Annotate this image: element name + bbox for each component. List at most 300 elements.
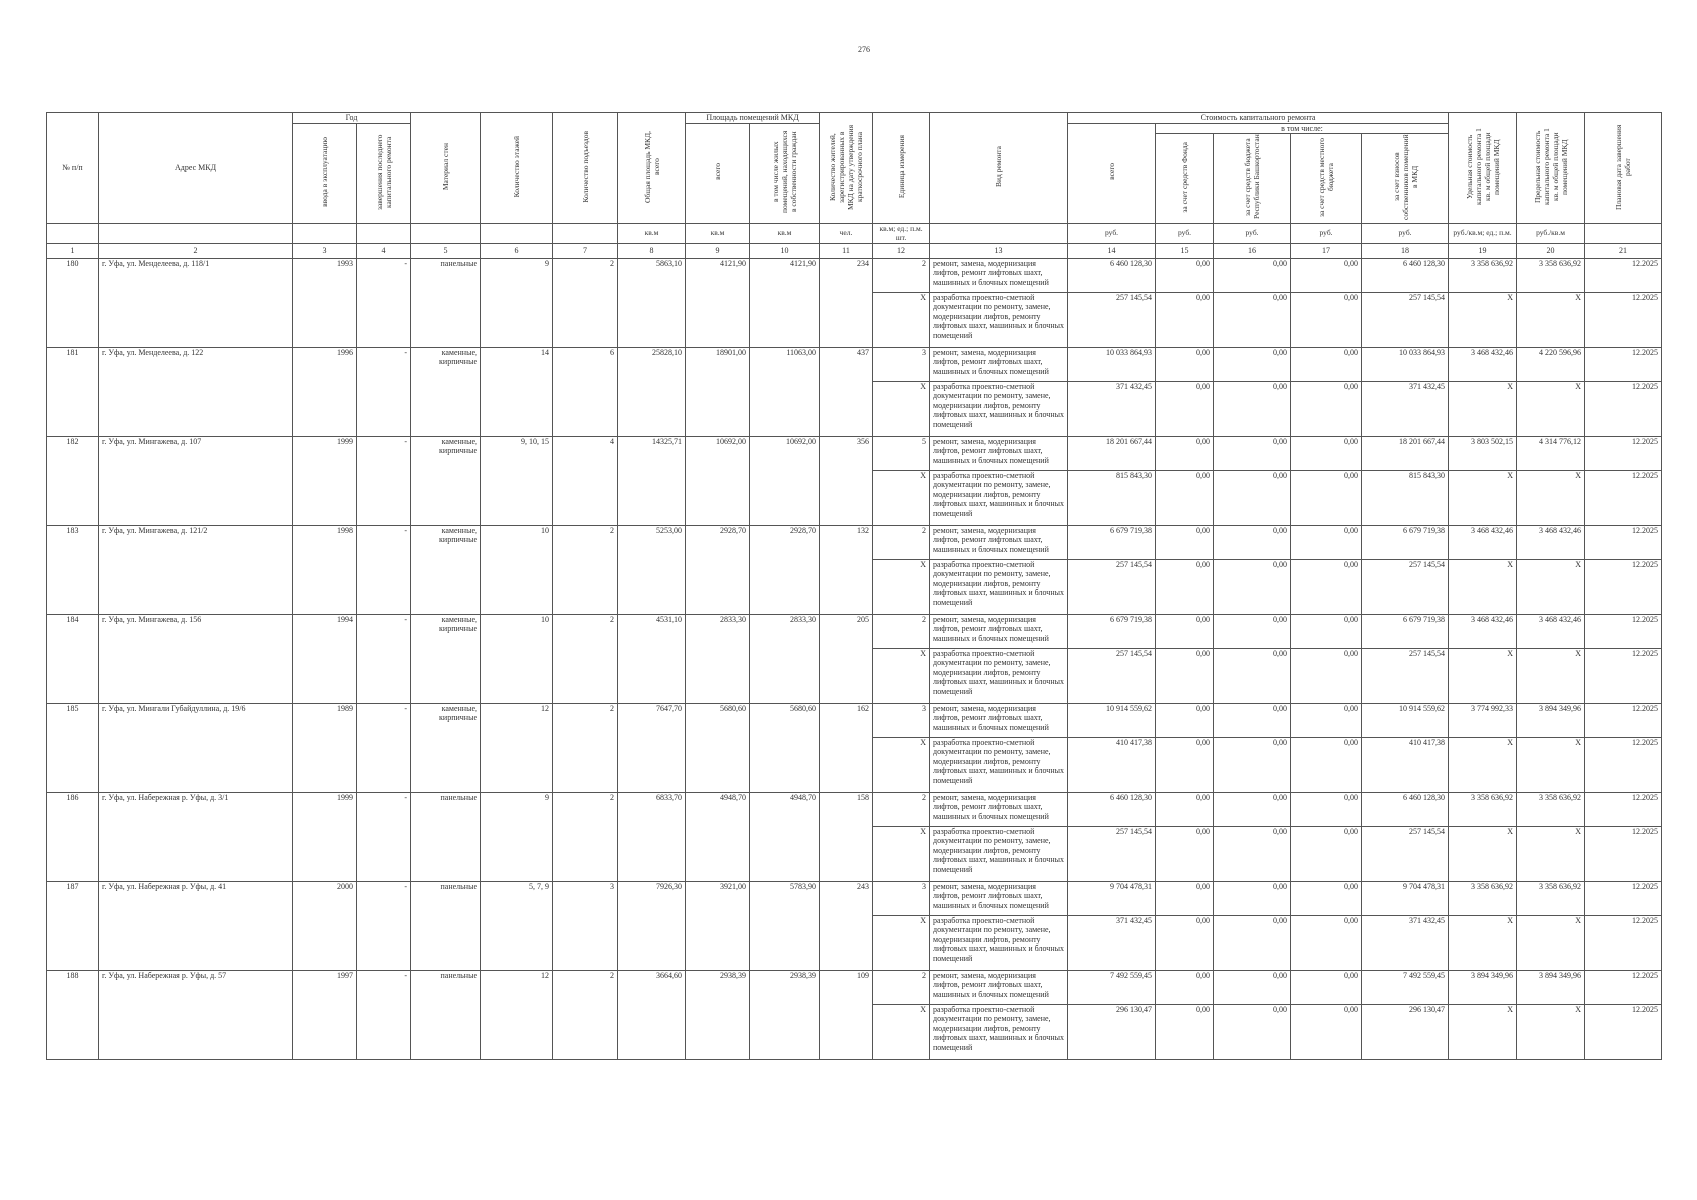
row-residents: 109 <box>820 970 873 1059</box>
max-cost: X <box>1517 381 1585 436</box>
row-area-citizens: 2938,39 <box>750 970 820 1059</box>
unit-cell <box>357 223 411 243</box>
max-cost: X <box>1517 826 1585 881</box>
cost-republic: 0,00 <box>1214 915 1291 970</box>
row-area-all: 5680,60 <box>686 703 750 792</box>
row-year: 1993 <box>293 258 357 347</box>
specific-cost: 3 358 636,92 <box>1449 881 1517 915</box>
cost-local: 0,00 <box>1291 970 1362 1004</box>
plan-date: 12.2025 <box>1585 915 1662 970</box>
column-number-cell: 2 <box>99 243 293 258</box>
unit-cell <box>930 223 1068 243</box>
specific-cost: 3 468 432,46 <box>1449 525 1517 559</box>
cost-total: 257 145,54 <box>1068 826 1156 881</box>
cost-fund: 0,00 <box>1156 559 1214 614</box>
column-number-cell: 15 <box>1156 243 1214 258</box>
capital-repair-table <box>46 112 1662 1060</box>
cost-owners: 815 843,30 <box>1362 470 1449 525</box>
work-unit: 2 <box>873 970 930 1004</box>
row-area-citizens: 2833,30 <box>750 614 820 703</box>
row-floors: 12 <box>481 970 553 1059</box>
unit-cell <box>411 223 481 243</box>
plan-date: 12.2025 <box>1585 703 1662 737</box>
row-number: 186 <box>47 792 99 881</box>
plan-date: 12.2025 <box>1585 826 1662 881</box>
unit-cell: руб./кв.м <box>1517 223 1585 243</box>
cost-republic: 0,00 <box>1214 559 1291 614</box>
row-material: каменные, кирпичные <box>411 347 481 436</box>
cost-fund: 0,00 <box>1156 792 1214 826</box>
row-floors: 14 <box>481 347 553 436</box>
cost-total: 6 679 719,38 <box>1068 614 1156 648</box>
row-last-repair: - <box>357 792 411 881</box>
row-entrances: 2 <box>553 614 618 703</box>
row-material: панельные <box>411 792 481 881</box>
cost-local: 0,00 <box>1291 648 1362 703</box>
cost-owners: 257 145,54 <box>1362 559 1449 614</box>
row-area-all: 4948,70 <box>686 792 750 881</box>
row-last-repair: - <box>357 258 411 347</box>
specific-cost: X <box>1449 648 1517 703</box>
row-last-repair: - <box>357 614 411 703</box>
header-max-cost: Предельная стоимость капитального ремонта 1 кв. м общей площади помещений МКД <box>1517 113 1585 224</box>
unit-cell: руб. <box>1068 223 1156 243</box>
cost-republic: 0,00 <box>1214 881 1291 915</box>
max-cost: X <box>1517 737 1585 792</box>
work-unit: X <box>873 648 930 703</box>
cost-local: 0,00 <box>1291 436 1362 470</box>
row-residents: 158 <box>820 792 873 881</box>
cost-fund: 0,00 <box>1156 826 1214 881</box>
max-cost: 3 358 636,92 <box>1517 881 1585 915</box>
work-unit: X <box>873 292 930 347</box>
cost-total: 7 492 559,45 <box>1068 970 1156 1004</box>
plan-date: 12.2025 <box>1585 470 1662 525</box>
unit-cell: руб. <box>1291 223 1362 243</box>
row-last-repair: - <box>357 347 411 436</box>
column-number-cell: 19 <box>1449 243 1517 258</box>
cost-republic: 0,00 <box>1214 436 1291 470</box>
max-cost: 3 358 636,92 <box>1517 258 1585 292</box>
cost-owners: 371 432,45 <box>1362 381 1449 436</box>
table-row <box>47 436 1662 470</box>
cost-local: 0,00 <box>1291 1004 1362 1059</box>
row-floors: 5, 7, 9 <box>481 881 553 970</box>
specific-cost: X <box>1449 1004 1517 1059</box>
cost-owners: 371 432,45 <box>1362 915 1449 970</box>
work-unit: 2 <box>873 525 930 559</box>
row-address: г. Уфа, ул. Менделеева, д. 122 <box>99 347 293 436</box>
row-year: 1996 <box>293 347 357 436</box>
row-total-area: 3664,60 <box>618 970 686 1059</box>
plan-date: 12.2025 <box>1585 737 1662 792</box>
work-unit: X <box>873 737 930 792</box>
table-row <box>47 258 1662 292</box>
row-entrances: 2 <box>553 525 618 614</box>
cost-local: 0,00 <box>1291 737 1362 792</box>
row-address: г. Уфа, ул. Мингажева, д. 156 <box>99 614 293 703</box>
work-unit: 2 <box>873 258 930 292</box>
header-plan-date: Плановая дата завершения работ <box>1585 113 1662 224</box>
column-number-cell: 11 <box>820 243 873 258</box>
cost-total: 371 432,45 <box>1068 915 1156 970</box>
row-area-all: 2938,39 <box>686 970 750 1059</box>
row-year: 1999 <box>293 436 357 525</box>
row-number: 185 <box>47 703 99 792</box>
row-year: 1999 <box>293 792 357 881</box>
row-address: г. Уфа, ул. Мингажева, д. 121/2 <box>99 525 293 614</box>
row-material: каменные, кирпичные <box>411 614 481 703</box>
max-cost: X <box>1517 1004 1585 1059</box>
cost-fund: 0,00 <box>1156 436 1214 470</box>
header-year-last-repair: завершения последнего капитального ремонта <box>357 123 411 223</box>
cost-local: 0,00 <box>1291 292 1362 347</box>
column-number-cell: 17 <box>1291 243 1362 258</box>
row-residents: 356 <box>820 436 873 525</box>
row-area-all: 18901,00 <box>686 347 750 436</box>
header-including: в том числе: <box>1156 123 1449 134</box>
cost-local: 0,00 <box>1291 826 1362 881</box>
cost-republic: 0,00 <box>1214 347 1291 381</box>
cost-fund: 0,00 <box>1156 881 1214 915</box>
row-entrances: 4 <box>553 436 618 525</box>
work-unit: 2 <box>873 792 930 826</box>
cost-local: 0,00 <box>1291 792 1362 826</box>
unit-cell <box>1585 223 1662 243</box>
column-number-cell: 13 <box>930 243 1068 258</box>
column-number-cell: 1 <box>47 243 99 258</box>
cost-owners: 410 417,38 <box>1362 737 1449 792</box>
header-area-all: всего <box>686 123 750 223</box>
work-type: разработка проектно-сметной документации по ремонту, замене, модернизации лифтов, ремонту лифтовых шахт, машинных и блочных помещений <box>930 1004 1068 1059</box>
row-number: 182 <box>47 436 99 525</box>
header-num: № п/п <box>47 113 99 224</box>
table-row <box>47 881 1662 915</box>
work-type: ремонт, замена, модернизация лифтов, ремонт лифтовых шахт, машинных и блочных помещений <box>930 525 1068 559</box>
row-entrances: 3 <box>553 881 618 970</box>
row-number: 180 <box>47 258 99 347</box>
row-total-area: 5253,00 <box>618 525 686 614</box>
row-material: каменные, кирпичные <box>411 703 481 792</box>
cost-owners: 10 033 864,93 <box>1362 347 1449 381</box>
column-number-cell: 8 <box>618 243 686 258</box>
cost-fund: 0,00 <box>1156 525 1214 559</box>
work-type: разработка проектно-сметной документации по ремонту, замене, модернизации лифтов, ремонту лифтовых шахт, машинных и блочных помещений <box>930 470 1068 525</box>
unit-cell <box>293 223 357 243</box>
row-area-all: 2928,70 <box>686 525 750 614</box>
header-cost-republic: за счет средств бюджета Республики Башкортостан <box>1214 134 1291 224</box>
cost-fund: 0,00 <box>1156 258 1214 292</box>
specific-cost: 3 468 432,46 <box>1449 614 1517 648</box>
work-type: ремонт, замена, модернизация лифтов, ремонт лифтовых шахт, машинных и блочных помещений <box>930 881 1068 915</box>
header-cost-owners: за счет взносов собственников помещений в МКД <box>1362 134 1449 224</box>
row-residents: 234 <box>820 258 873 347</box>
cost-republic: 0,00 <box>1214 470 1291 525</box>
cost-owners: 257 145,54 <box>1362 648 1449 703</box>
cost-owners: 296 130,47 <box>1362 1004 1449 1059</box>
specific-cost: X <box>1449 381 1517 436</box>
row-last-repair: - <box>357 436 411 525</box>
row-entrances: 2 <box>553 792 618 881</box>
row-number: 188 <box>47 970 99 1059</box>
unit-cell: кв.м <box>686 223 750 243</box>
header-area-citizens: в том числе жилых помещений, находящихся в собственности граждан <box>750 123 820 223</box>
row-year: 1997 <box>293 970 357 1059</box>
cost-owners: 10 914 559,62 <box>1362 703 1449 737</box>
work-type: ремонт, замена, модернизация лифтов, ремонт лифтовых шахт, машинных и блочных помещений <box>930 436 1068 470</box>
cost-total: 371 432,45 <box>1068 381 1156 436</box>
work-type: ремонт, замена, модернизация лифтов, ремонт лифтовых шахт, машинных и блочных помещений <box>930 614 1068 648</box>
row-material: панельные <box>411 970 481 1059</box>
cost-local: 0,00 <box>1291 525 1362 559</box>
plan-date: 12.2025 <box>1585 792 1662 826</box>
specific-cost: X <box>1449 826 1517 881</box>
cost-fund: 0,00 <box>1156 648 1214 703</box>
plan-date: 12.2025 <box>1585 347 1662 381</box>
cost-republic: 0,00 <box>1214 381 1291 436</box>
column-number-cell: 3 <box>293 243 357 258</box>
cost-owners: 7 492 559,45 <box>1362 970 1449 1004</box>
unit-cell <box>99 223 293 243</box>
work-type: ремонт, замена, модернизация лифтов, ремонт лифтовых шахт, машинных и блочных помещений <box>930 258 1068 292</box>
row-floors: 10 <box>481 614 553 703</box>
cost-fund: 0,00 <box>1156 703 1214 737</box>
max-cost: 4 220 596,96 <box>1517 347 1585 381</box>
plan-date: 12.2025 <box>1585 258 1662 292</box>
specific-cost: 3 803 502,15 <box>1449 436 1517 470</box>
plan-date: 12.2025 <box>1585 614 1662 648</box>
cost-republic: 0,00 <box>1214 258 1291 292</box>
unit-cell: кв.м; ед.; п.м. шт. <box>873 223 930 243</box>
max-cost: 3 894 349,96 <box>1517 703 1585 737</box>
header-year-group: Год <box>293 113 411 124</box>
cost-total: 6 679 719,38 <box>1068 525 1156 559</box>
table-body <box>47 258 1662 1059</box>
cost-total: 10 914 559,62 <box>1068 703 1156 737</box>
row-total-area: 14325,71 <box>618 436 686 525</box>
row-area-citizens: 4948,70 <box>750 792 820 881</box>
column-number-cell: 18 <box>1362 243 1449 258</box>
max-cost: 3 468 432,46 <box>1517 614 1585 648</box>
header-unit: Единица измерения <box>873 113 930 224</box>
cost-fund: 0,00 <box>1156 970 1214 1004</box>
row-address: г. Уфа, ул. Набережная р. Уфы, д. 41 <box>99 881 293 970</box>
cost-local: 0,00 <box>1291 881 1362 915</box>
specific-cost: 3 894 349,96 <box>1449 970 1517 1004</box>
max-cost: X <box>1517 648 1585 703</box>
cost-total: 9 704 478,31 <box>1068 881 1156 915</box>
row-year: 2000 <box>293 881 357 970</box>
column-number-cell: 4 <box>357 243 411 258</box>
max-cost: 3 468 432,46 <box>1517 525 1585 559</box>
specific-cost: X <box>1449 559 1517 614</box>
row-number: 183 <box>47 525 99 614</box>
row-number: 181 <box>47 347 99 436</box>
max-cost: X <box>1517 915 1585 970</box>
cost-fund: 0,00 <box>1156 381 1214 436</box>
row-residents: 437 <box>820 347 873 436</box>
work-type: разработка проектно-сметной документации по ремонту, замене, модернизации лифтов, ремонту лифтовых шахт, машинных и блочных помещений <box>930 292 1068 347</box>
cost-owners: 6 460 128,30 <box>1362 258 1449 292</box>
header-cost-group: Стоимость капитального ремонта <box>1068 113 1449 124</box>
header-cost-local: за счет средств местного бюджета <box>1291 134 1362 224</box>
specific-cost: 3 358 636,92 <box>1449 792 1517 826</box>
cost-local: 0,00 <box>1291 470 1362 525</box>
cost-republic: 0,00 <box>1214 970 1291 1004</box>
row-residents: 243 <box>820 881 873 970</box>
cost-total: 6 460 128,30 <box>1068 792 1156 826</box>
header-residents: Количество жителей, зарегистрированных в МКД на дату утверждения краткосрочного плана <box>820 113 873 224</box>
header-total-area: Общая площадь МКД, всего <box>618 113 686 224</box>
plan-date: 12.2025 <box>1585 970 1662 1004</box>
cost-owners: 18 201 667,44 <box>1362 436 1449 470</box>
row-material: панельные <box>411 258 481 347</box>
column-number-cell: 10 <box>750 243 820 258</box>
column-numbers-row <box>47 243 1662 258</box>
column-number-cell: 16 <box>1214 243 1291 258</box>
specific-cost: X <box>1449 292 1517 347</box>
work-unit: X <box>873 826 930 881</box>
work-unit: 3 <box>873 703 930 737</box>
plan-date: 12.2025 <box>1585 559 1662 614</box>
column-number-cell: 20 <box>1517 243 1585 258</box>
row-floors: 9, 10, 15 <box>481 436 553 525</box>
cost-local: 0,00 <box>1291 915 1362 970</box>
cost-fund: 0,00 <box>1156 737 1214 792</box>
plan-date: 12.2025 <box>1585 292 1662 347</box>
row-area-citizens: 5680,60 <box>750 703 820 792</box>
row-area-citizens: 2928,70 <box>750 525 820 614</box>
plan-date: 12.2025 <box>1585 648 1662 703</box>
row-last-repair: - <box>357 881 411 970</box>
work-type: разработка проектно-сметной документации по ремонту, замене, модернизации лифтов, ремонту лифтовых шахт, машинных и блочных помещений <box>930 915 1068 970</box>
column-number-cell: 21 <box>1585 243 1662 258</box>
unit-cell: руб. <box>1156 223 1214 243</box>
header-address: Адрес МКД <box>99 113 293 224</box>
column-number-cell: 6 <box>481 243 553 258</box>
row-total-area: 5863,10 <box>618 258 686 347</box>
row-material: каменные, кирпичные <box>411 525 481 614</box>
max-cost: X <box>1517 292 1585 347</box>
cost-local: 0,00 <box>1291 347 1362 381</box>
cost-republic: 0,00 <box>1214 826 1291 881</box>
unit-cell <box>553 223 618 243</box>
row-year: 1989 <box>293 703 357 792</box>
header-material: Материал стен <box>411 113 481 224</box>
max-cost: 3 894 349,96 <box>1517 970 1585 1004</box>
cost-total: 257 145,54 <box>1068 292 1156 347</box>
plan-date: 12.2025 <box>1585 525 1662 559</box>
unit-cell: кв.м <box>750 223 820 243</box>
unit-cell: чел. <box>820 223 873 243</box>
row-area-all: 4121,90 <box>686 258 750 347</box>
cost-republic: 0,00 <box>1214 703 1291 737</box>
cost-owners: 257 145,54 <box>1362 292 1449 347</box>
max-cost: X <box>1517 559 1585 614</box>
unit-cell: руб. <box>1362 223 1449 243</box>
row-entrances: 2 <box>553 258 618 347</box>
row-material: каменные, кирпичные <box>411 436 481 525</box>
row-residents: 205 <box>820 614 873 703</box>
units-row <box>47 223 1662 243</box>
row-total-area: 7926,30 <box>618 881 686 970</box>
row-address: г. Уфа, ул. Мингажева, д. 107 <box>99 436 293 525</box>
cost-owners: 6 679 719,38 <box>1362 614 1449 648</box>
cost-local: 0,00 <box>1291 703 1362 737</box>
row-address: г. Уфа, ул. Набережная р. Уфы, д. 57 <box>99 970 293 1059</box>
work-unit: 3 <box>873 347 930 381</box>
cost-total: 257 145,54 <box>1068 559 1156 614</box>
work-type: разработка проектно-сметной документации по ремонту, замене, модернизации лифтов, ремонту лифтовых шахт, машинных и блочных помещений <box>930 559 1068 614</box>
row-area-citizens: 11063,00 <box>750 347 820 436</box>
work-unit: X <box>873 470 930 525</box>
work-type: разработка проектно-сметной документации по ремонту, замене, модернизации лифтов, ремонту лифтовых шахт, машинных и блочных помещений <box>930 826 1068 881</box>
row-area-citizens: 4121,90 <box>750 258 820 347</box>
plan-date: 12.2025 <box>1585 436 1662 470</box>
column-number-cell: 9 <box>686 243 750 258</box>
cost-total: 18 201 667,44 <box>1068 436 1156 470</box>
table-row <box>47 703 1662 737</box>
row-area-citizens: 10692,00 <box>750 436 820 525</box>
row-total-area: 7647,70 <box>618 703 686 792</box>
work-unit: X <box>873 381 930 436</box>
work-unit: 5 <box>873 436 930 470</box>
row-address: г. Уфа, ул. Мингали Губайдуллина, д. 19/6 <box>99 703 293 792</box>
cost-republic: 0,00 <box>1214 525 1291 559</box>
row-floors: 9 <box>481 258 553 347</box>
work-unit: X <box>873 1004 930 1059</box>
unit-cell: руб. <box>1214 223 1291 243</box>
row-floors: 12 <box>481 703 553 792</box>
work-type: ремонт, замена, модернизация лифтов, ремонт лифтовых шахт, машинных и блочных помещений <box>930 970 1068 1004</box>
cost-local: 0,00 <box>1291 381 1362 436</box>
row-floors: 9 <box>481 792 553 881</box>
table-row <box>47 347 1662 381</box>
specific-cost: X <box>1449 915 1517 970</box>
row-year: 1998 <box>293 525 357 614</box>
row-entrances: 2 <box>553 970 618 1059</box>
cost-republic: 0,00 <box>1214 737 1291 792</box>
cost-total: 815 843,30 <box>1068 470 1156 525</box>
plan-date: 12.2025 <box>1585 881 1662 915</box>
header-specific-cost: Удельная стоимость капитального ремонта 1 кв. м общей площади помещений МКД <box>1449 113 1517 224</box>
row-entrances: 2 <box>553 703 618 792</box>
work-type: ремонт, замена, модернизация лифтов, ремонт лифтовых шахт, машинных и блочных помещений <box>930 703 1068 737</box>
row-last-repair: - <box>357 970 411 1059</box>
row-number: 184 <box>47 614 99 703</box>
row-last-repair: - <box>357 525 411 614</box>
work-unit: 3 <box>873 881 930 915</box>
header-area-group: Площадь помещений МКД <box>686 113 820 124</box>
specific-cost: 3 774 992,33 <box>1449 703 1517 737</box>
work-type: ремонт, замена, модернизация лифтов, ремонт лифтовых шахт, машинных и блочных помещений <box>930 792 1068 826</box>
work-unit: X <box>873 559 930 614</box>
row-last-repair: - <box>357 703 411 792</box>
table-row <box>47 525 1662 559</box>
cost-republic: 0,00 <box>1214 792 1291 826</box>
specific-cost: 3 358 636,92 <box>1449 258 1517 292</box>
work-type: разработка проектно-сметной документации по ремонту, замене, модернизации лифтов, ремонту лифтовых шахт, машинных и блочных помещений <box>930 737 1068 792</box>
cost-republic: 0,00 <box>1214 648 1291 703</box>
cost-total: 296 130,47 <box>1068 1004 1156 1059</box>
column-number-cell: 12 <box>873 243 930 258</box>
work-type: разработка проектно-сметной документации по ремонту, замене, модернизации лифтов, ремонту лифтовых шахт, машинных и блочных помещений <box>930 648 1068 703</box>
row-area-all: 2833,30 <box>686 614 750 703</box>
row-number: 187 <box>47 881 99 970</box>
row-entrances: 6 <box>553 347 618 436</box>
cost-fund: 0,00 <box>1156 614 1214 648</box>
work-unit: 2 <box>873 614 930 648</box>
